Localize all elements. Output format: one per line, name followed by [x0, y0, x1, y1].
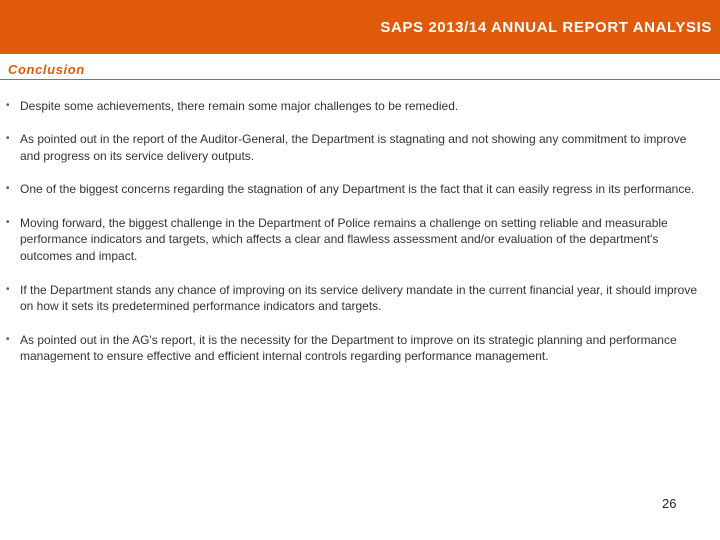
section-divider — [0, 79, 720, 80]
section-title: Conclusion — [8, 62, 85, 77]
bullet-item-1: • Despite some achievements, there remain some major challenges to be remedied. — [6, 98, 706, 115]
page-number: 26 — [662, 496, 677, 511]
bullet-item-6: • As pointed out in the AG's report, it is the necessity for the Department to improve on its strategic planning and performance management to ensure effective and efficient internal controls regarding performance management. — [6, 332, 706, 366]
bullet-item-5: • If the Department stands any chance of improving on its service delivery mandate in the current financial year, it should improve on how it sets its predetermined performance indicators and targets. — [6, 282, 706, 316]
bullet-item-3: • One of the biggest concerns regarding the stagnation of any Department is the fact that it can easily regress in its performance. — [6, 181, 706, 198]
conclusion-bullet-list — [6, 98, 706, 382]
bullet-item-2: • As pointed out in the report of the Auditor-General, the Department is stagnating and not showing any commitment to improve and progress on its service delivery outputs. — [6, 131, 706, 165]
bullet-item-4: • Moving forward, the biggest challenge in the Department of Police remains a challenge on setting reliable and measurable performance indicators and targets, which affects a clear and flawless assessment and/or evaluation of the department's outcomes and impact. — [6, 215, 706, 265]
report-title: SAPS 2013/14 ANNUAL REPORT ANALYSIS — [380, 19, 712, 36]
header-bar — [0, 0, 720, 54]
